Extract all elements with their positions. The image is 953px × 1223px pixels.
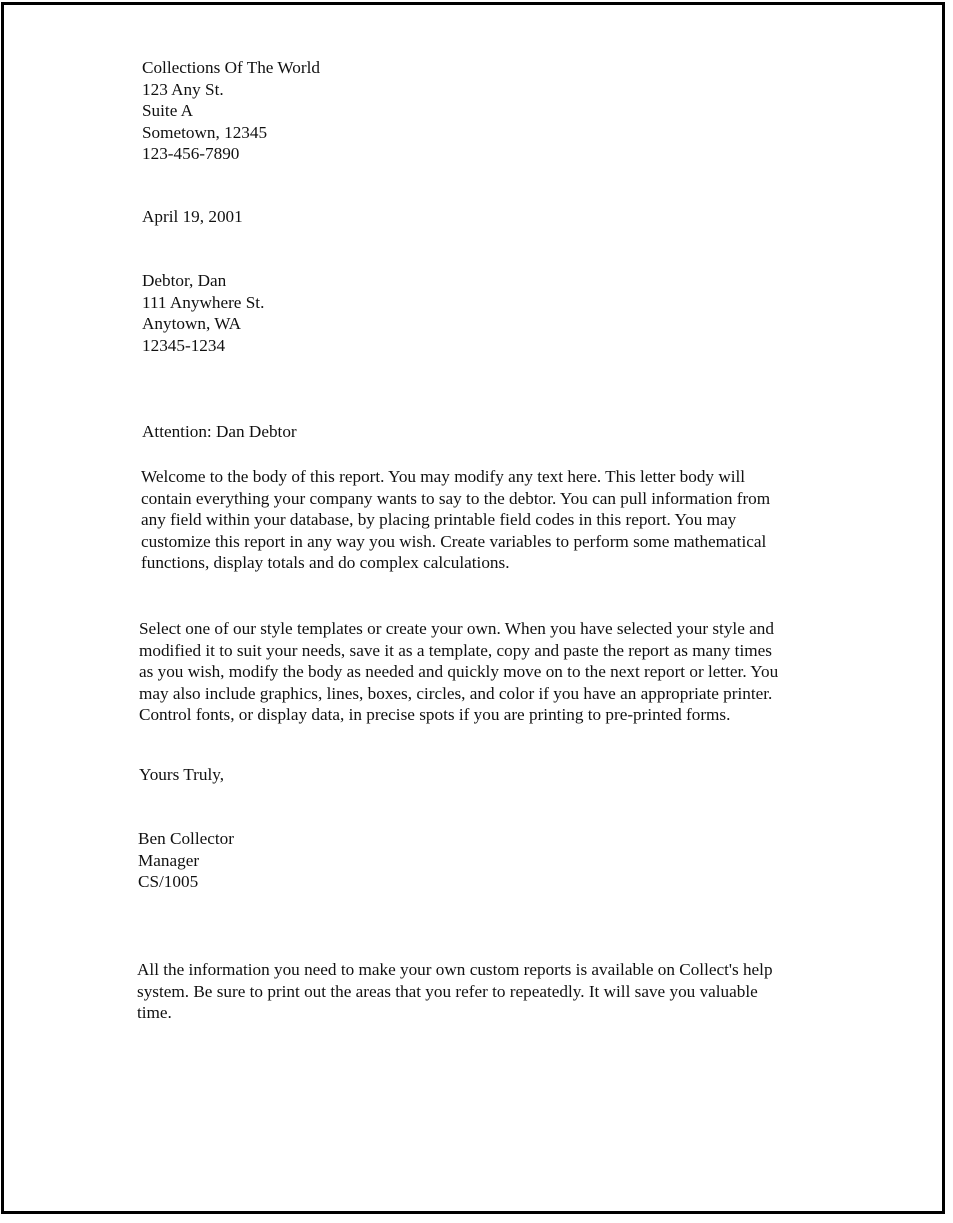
attention-text: Attention: Dan Debtor [142,422,297,441]
signer-title: Manager [138,850,200,870]
sender-street: 123 Any St. [142,79,224,99]
body-line: may also include graphics, lines, boxes, circles, and color if you have an appropriate printer. [139,683,773,703]
sender-company: Collections Of The World [142,58,320,77]
body-line: Control fonts, or display data, in precise spots if you are printing to pre-printed forms. [139,705,731,724]
sender-phone: 123-456-7890 [142,144,240,163]
letter-page [1,2,945,1214]
body-line: Select one of our style templates or create your own. When you have selected your style and [139,619,774,638]
body-line: customize this report in any way you wish. Create variables to perform some mathematical [141,531,767,551]
recipient-name: Debtor, Dan [142,271,227,290]
footer-line: All the information you need to make your own custom reports is available on Collect's help [137,960,773,979]
closing-text: Yours Truly, [139,765,225,784]
body-paragraph-1 [141,466,841,574]
body-line: contain everything your company wants to say to the debtor. You can pull information from [141,488,771,508]
body-line: modified it to suit your needs, save it as a template, copy and paste the report as many times [139,640,772,660]
footer-line: time. [137,1003,172,1022]
date-text: April 19, 2001 [142,207,243,226]
body-line: any field within your database, by placing printable field codes in this report. You may [141,510,737,529]
sender-suite: Suite A [142,101,194,120]
sender-city-zip: Sometown, 12345 [142,122,268,142]
footer-note [137,959,845,1024]
body-line: functions, display totals and do complex calculations. [141,553,510,572]
body-line: as you wish, modify the body as needed and quickly move on to the next report or letter. You [139,662,779,681]
letter-date [142,206,243,228]
sender-address [142,57,320,165]
closing [139,764,224,786]
recipient-zip: 12345-1234 [142,335,226,355]
recipient-street: 111 Anywhere St. [142,292,265,312]
recipient-address [142,270,264,356]
recipient-city-state: Anytown, WA [142,314,241,333]
signer-name: Ben Collector [138,829,234,848]
reference-code: CS/1005 [138,872,199,891]
footer-line: system. Be sure to print out the areas that you refer to repeatedly. It will save you valuable [137,981,758,1001]
signature-block [138,828,234,893]
body-line: Welcome to the body of this report. You may modify any text here. This letter body will [141,467,746,486]
body-paragraph-2 [139,618,851,726]
attention-line [142,421,297,443]
